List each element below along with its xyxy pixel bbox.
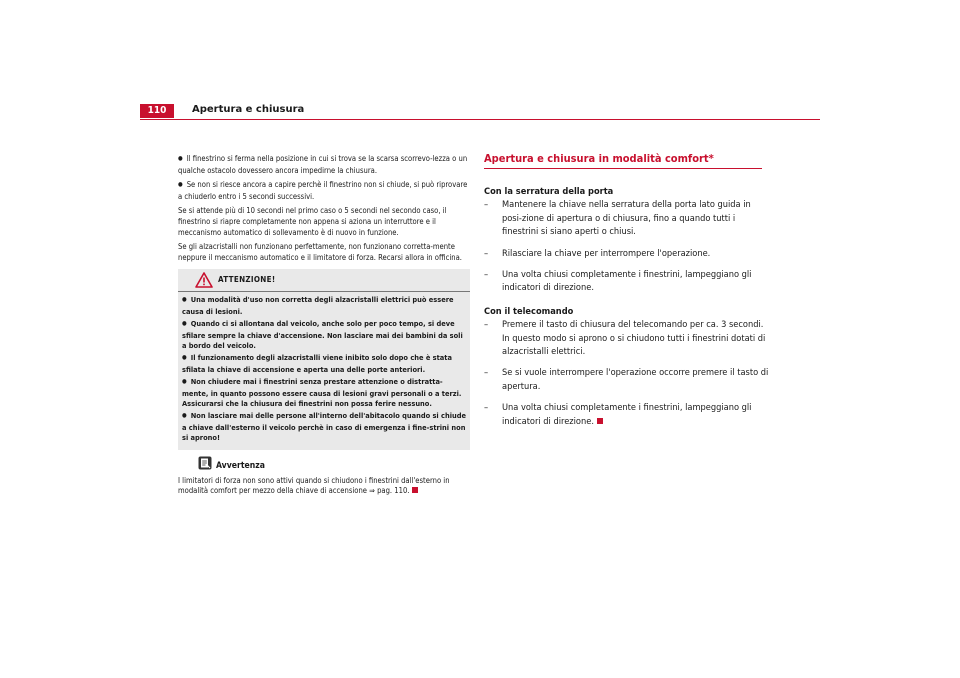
- list-item: – Mantenere la chiave nella serratura della porta lato guida in posi-zione di apertura o di chiusura, fino a quando tutti i finestrini si siano aperti o chiusi.: [484, 199, 751, 238]
- left-column: [178, 154, 470, 501]
- header-title: Apertura e chiusura: [192, 104, 305, 115]
- dash: –: [484, 319, 489, 331]
- warning-header: [178, 269, 470, 291]
- paragraph: Se gli alzacristalli non funzionano perfettamente, non funzionano corretta-mente neppure il meccanismo automatico e il limitatore di forza. Recarsi allora in officina.: [178, 242, 462, 262]
- dash: –: [484, 402, 489, 414]
- paragraph: ● Il finestrino si ferma nella posizione in cui si trova se la scarsa scorrevo-lezza o un qualche ostacolo dovessero ancora impedirne la chiusura.: [178, 154, 470, 176]
- note-icon: [198, 456, 212, 470]
- header-rule: [140, 119, 820, 120]
- warning-triangle-icon: [195, 272, 213, 288]
- paragraph: Se si attende più di 10 secondi nel primo caso o 5 secondi nel secondo caso, il finestrino si riapre completamente non appena si aziona un interruttore e il meccanismo automatico di sollevamento è di nuovo in funzione.: [178, 206, 447, 237]
- list-item: – Una volta chiusi completamente i finestrini, lampeggiano gli indicatori di direzione.: [484, 269, 752, 294]
- note-header: [178, 456, 470, 476]
- warning-title: ATTENZIONE!: [218, 275, 276, 285]
- note-text: I limitatori di forza non sono attivi quando si chiudono i finestrini dall'esterno in modalità comfort per mezzo della chiave di accensione ⇒ pag. 110.: [178, 475, 450, 496]
- subheading: Con la serratura della porta: [484, 186, 614, 197]
- dash: –: [484, 269, 489, 281]
- note-title: Avvertenza: [216, 460, 265, 471]
- list-item: – Premere il tasto di chiusura del telecomando per ca. 3 secondi. In questo modo si aprono o si chiudono tutti i finestrini dotati di alzacristalli elettrici.: [484, 319, 766, 358]
- section-title: Apertura e chiusura in modalità comfort*: [484, 152, 714, 165]
- warning-body: [178, 295, 470, 449]
- note-body: [178, 476, 470, 497]
- section-title-rule: [484, 168, 762, 169]
- end-of-section-mark: [412, 487, 418, 493]
- list-item: – Rilasciare la chiave per interrompere l'operazione.: [484, 247, 711, 259]
- end-of-section-mark: [597, 418, 603, 424]
- warning-box: [178, 269, 470, 449]
- warning-item: ● Non chiudere mai i finestrini senza prestare attenzione o distratta-mente, in quanto possono essere causa di lesioni gravi personali o a terzi. Assicurarsi che la chiusura dei finestrini non possa ferire nessuno.: [182, 377, 466, 409]
- right-column: [484, 152, 772, 436]
- dash: –: [484, 199, 489, 211]
- warning-item: ● Non lasciare mai delle persone all'interno dell'abitacolo quando si chiude a chiave dall'esterno il veicolo perchè in caso di emergenza i fine-strini non si aprono!: [182, 411, 466, 443]
- page-number: 110: [140, 104, 174, 118]
- paragraph: ● Se non si riesce ancora a capire perchè il finestrino non si chiude, si può riprovare a chiuderlo entro i 5 secondi successivi.: [178, 180, 470, 202]
- subheading: Con il telecomando: [484, 305, 574, 317]
- dash: –: [484, 247, 489, 259]
- warning-rule: [178, 291, 470, 292]
- warning-item: ● Quando ci si allontana dal veicolo, anche solo per poco tempo, si deve sfilare sempre la chiave d'accensione. Non lasciare mai dei bambini da soli a bordo del veicolo.: [182, 319, 466, 351]
- list-item: – Se si vuole interrompere l'operazione occorre premere il tasto di apertura.: [484, 367, 769, 392]
- dash: –: [484, 367, 489, 379]
- list-item: – Una volta chiusi completamente i finestrini, lampeggiano gli indicatori di direzione.: [484, 402, 752, 427]
- warning-item: ● Il funzionamento degli alzacristalli viene inibito solo dopo che è stata sfilata la chiave di accensione e aperta una delle porte anteriori.: [182, 353, 466, 375]
- page-header: [140, 104, 820, 118]
- warning-item: ● Una modalità d'uso non corretta degli alzacristalli elettrici può essere causa di lesioni.: [182, 295, 466, 317]
